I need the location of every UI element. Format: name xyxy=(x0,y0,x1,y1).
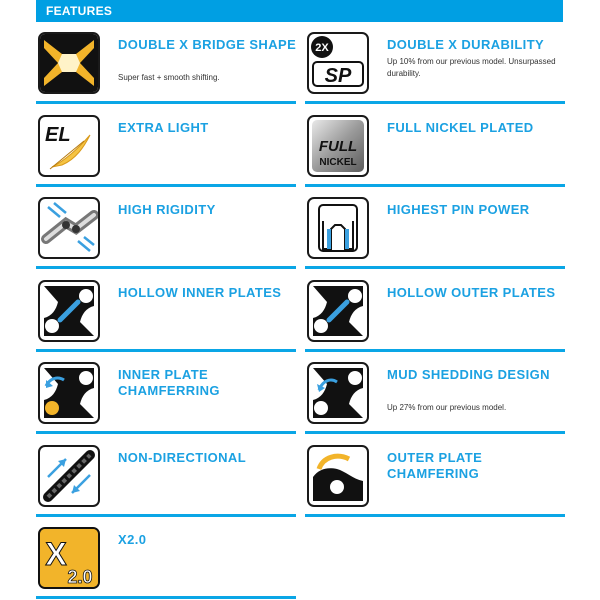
feature-title: DOUBLE X DURABILITY xyxy=(387,37,545,52)
feature-title: HIGHEST PIN POWER xyxy=(387,202,530,217)
el-text: EL xyxy=(45,124,71,146)
inner-chamfer-icon xyxy=(38,362,100,424)
features-header xyxy=(36,0,563,22)
2x-sp-durability-icon xyxy=(307,32,369,94)
feature-description: Up 27% from our previous model. xyxy=(387,403,507,412)
feature-title: MUD SHEDDING DESIGN xyxy=(387,367,550,382)
full-text: FULL xyxy=(318,138,358,155)
feature-title: HIGH RIGIDITY xyxy=(118,202,216,217)
feature-hollow-inner-plates xyxy=(36,270,296,352)
feature-highest-pin-power xyxy=(305,187,565,269)
feature-inner-plate-chamferring xyxy=(36,352,296,434)
feature-extra-light xyxy=(36,105,296,187)
feature-title: X2.0 xyxy=(118,532,147,547)
outer-chamfer-icon xyxy=(307,445,369,507)
feature-title: EXTRA LIGHT xyxy=(118,120,209,135)
nickel-text: NICKEL xyxy=(319,157,357,168)
double-x-bridge-icon xyxy=(38,32,100,94)
feature-hollow-outer-plates xyxy=(305,270,565,352)
non-directional-chain-icon xyxy=(38,445,100,507)
feature-mud-shedding-design xyxy=(305,352,565,434)
full-nickel-icon xyxy=(307,115,369,177)
feature-title: NON-DIRECTIONAL xyxy=(118,450,247,465)
divider xyxy=(305,514,565,517)
feature-non-directional xyxy=(36,435,296,517)
feature-high-rigidity xyxy=(36,187,296,269)
sp-text: SP xyxy=(324,65,352,87)
divider xyxy=(36,431,296,434)
version-text: 2.0 xyxy=(67,567,93,587)
x-letter: X xyxy=(45,536,67,572)
feature-outer-plate-chamfering xyxy=(305,435,565,517)
feature-title: OUTER PLATE CHAMFERING xyxy=(387,450,483,481)
features-header-title: FEATURES xyxy=(46,4,113,18)
feature-title: DOUBLE X BRIDGE SHAPE xyxy=(118,37,297,52)
rigidity-chain-icon xyxy=(38,197,100,259)
divider xyxy=(305,266,565,269)
hollow-outer-plate-icon xyxy=(307,280,369,342)
el-feather-icon xyxy=(38,115,100,177)
feature-full-nickel-plated xyxy=(305,105,565,187)
divider xyxy=(36,101,296,104)
feature-x20 xyxy=(36,517,296,599)
feature-double-x-durability xyxy=(305,22,565,104)
divider xyxy=(36,596,296,599)
pin-power-icon xyxy=(307,197,369,259)
divider xyxy=(305,101,565,104)
divider xyxy=(305,431,565,434)
feature-title: FULL NICKEL PLATED xyxy=(387,120,534,135)
mud-shedding-icon xyxy=(307,362,369,424)
feature-description: Super fast + smooth shifting. xyxy=(118,73,220,82)
divider xyxy=(36,266,296,269)
feature-title: INNER PLATE CHAMFERRING xyxy=(118,367,220,398)
feature-title: HOLLOW OUTER PLATES xyxy=(387,285,556,300)
x20-badge-icon xyxy=(38,527,100,589)
2x-text: 2X xyxy=(315,42,329,54)
hollow-inner-plate-icon xyxy=(38,280,100,342)
feature-title: HOLLOW INNER PLATES xyxy=(118,285,282,300)
feature-double-x-bridge xyxy=(36,22,296,104)
feature-description: Up 10% from our previous model. Unsurpassed durability. xyxy=(387,57,556,78)
